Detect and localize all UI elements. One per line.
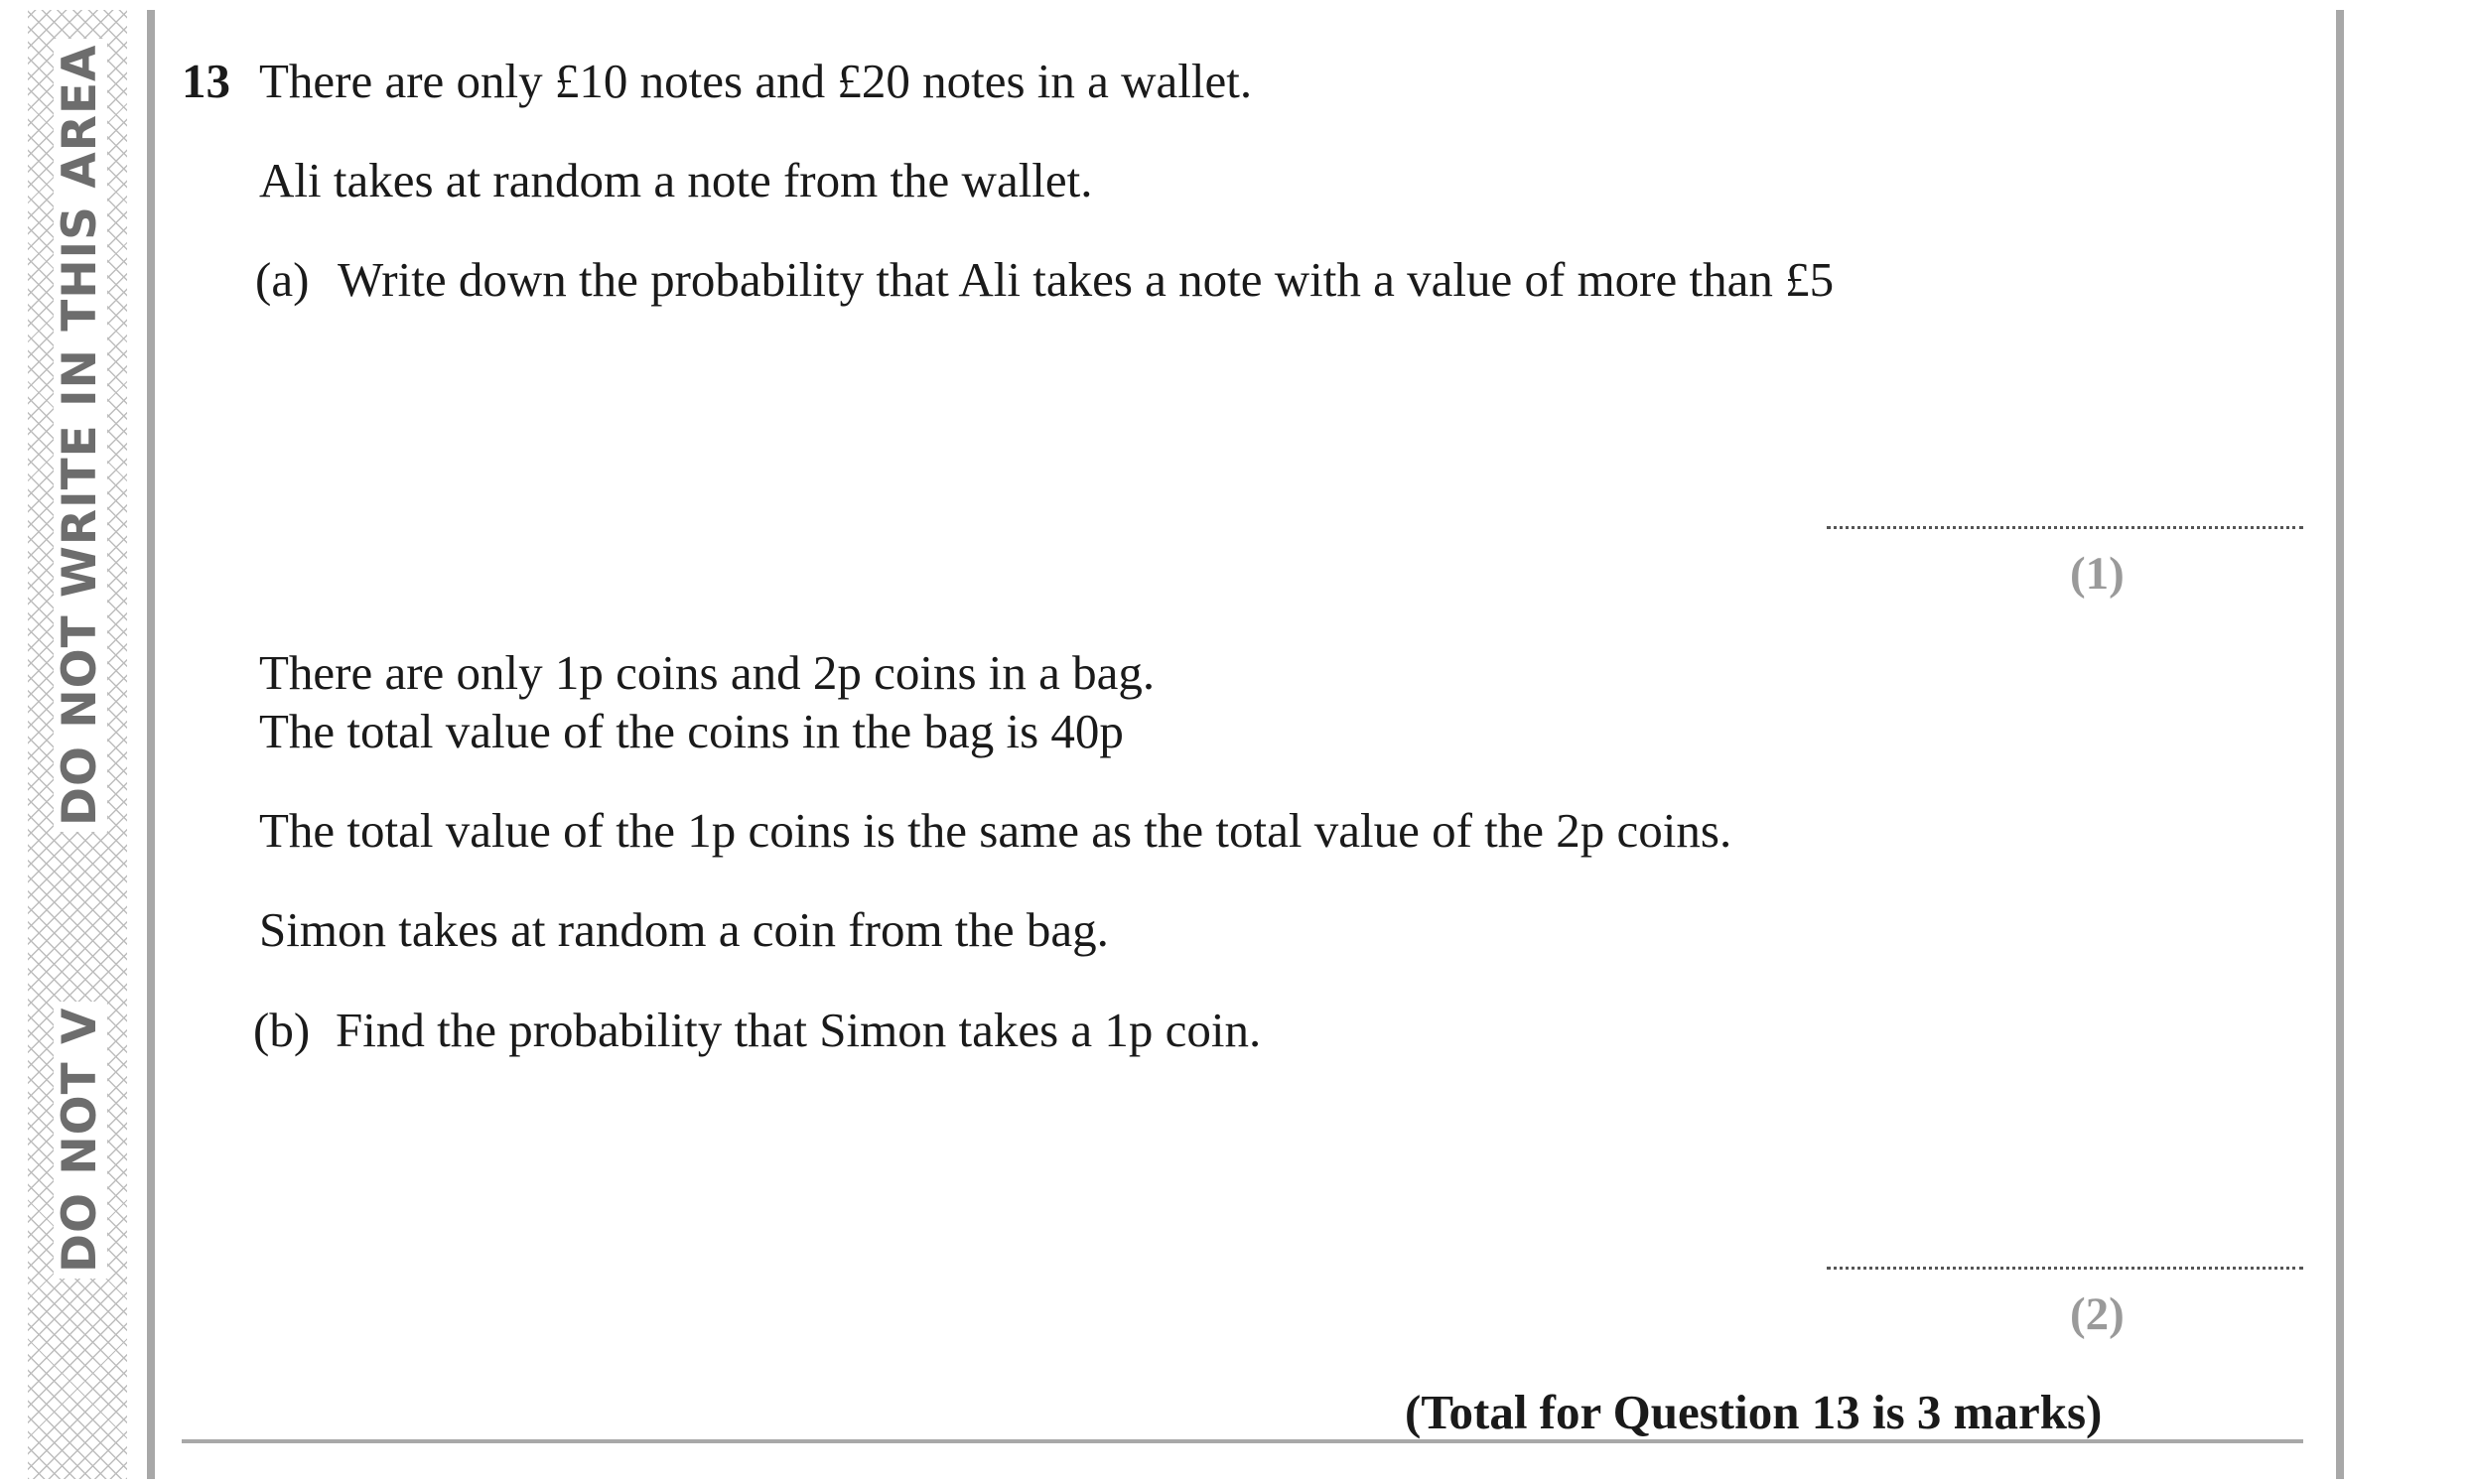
part-b-label: (b) — [253, 1003, 311, 1057]
context-line-3: The total value of the 1p coins is the same as the total value of the 2p coins. — [259, 803, 1732, 858]
part-a-text: Write down the probability that Ali takes a note with a value of more than £5 — [338, 252, 1835, 307]
question-number: 13 — [182, 54, 230, 108]
part-b-answer-line[interactable] — [1827, 1267, 2303, 1270]
part-b-text: Find the probability that Simon takes a 1p coin. — [336, 1003, 1262, 1057]
context-line-4: Simon takes at random a coin from the bag. — [259, 902, 1109, 957]
left-border-rule — [147, 10, 155, 1479]
part-a-answer-line[interactable] — [1827, 526, 2303, 529]
margin-warning-label: DO NOT WRITE IN THIS AREA — [54, 39, 107, 832]
right-border-rule — [2336, 10, 2344, 1479]
question-line-2: Ali takes at random a note from the wallet. — [259, 153, 1093, 207]
question-bottom-rule — [182, 1439, 2303, 1443]
question-total-marks: (Total for Question 13 is 3 marks) — [1405, 1385, 2103, 1439]
part-b-marks: (2) — [2070, 1288, 2125, 1340]
part-a-label: (a) — [255, 252, 310, 307]
context-line-2: The total value of the coins in the bag is 40p — [259, 704, 1124, 758]
context-line-1: There are only 1p coins and 2p coins in a bag. — [259, 645, 1156, 700]
question-intro: There are only £10 notes and £20 notes in a wallet. — [259, 54, 1253, 108]
part-a-marks: (1) — [2070, 548, 2125, 600]
margin-warning-label-partial: DO NOT V — [54, 1002, 107, 1279]
